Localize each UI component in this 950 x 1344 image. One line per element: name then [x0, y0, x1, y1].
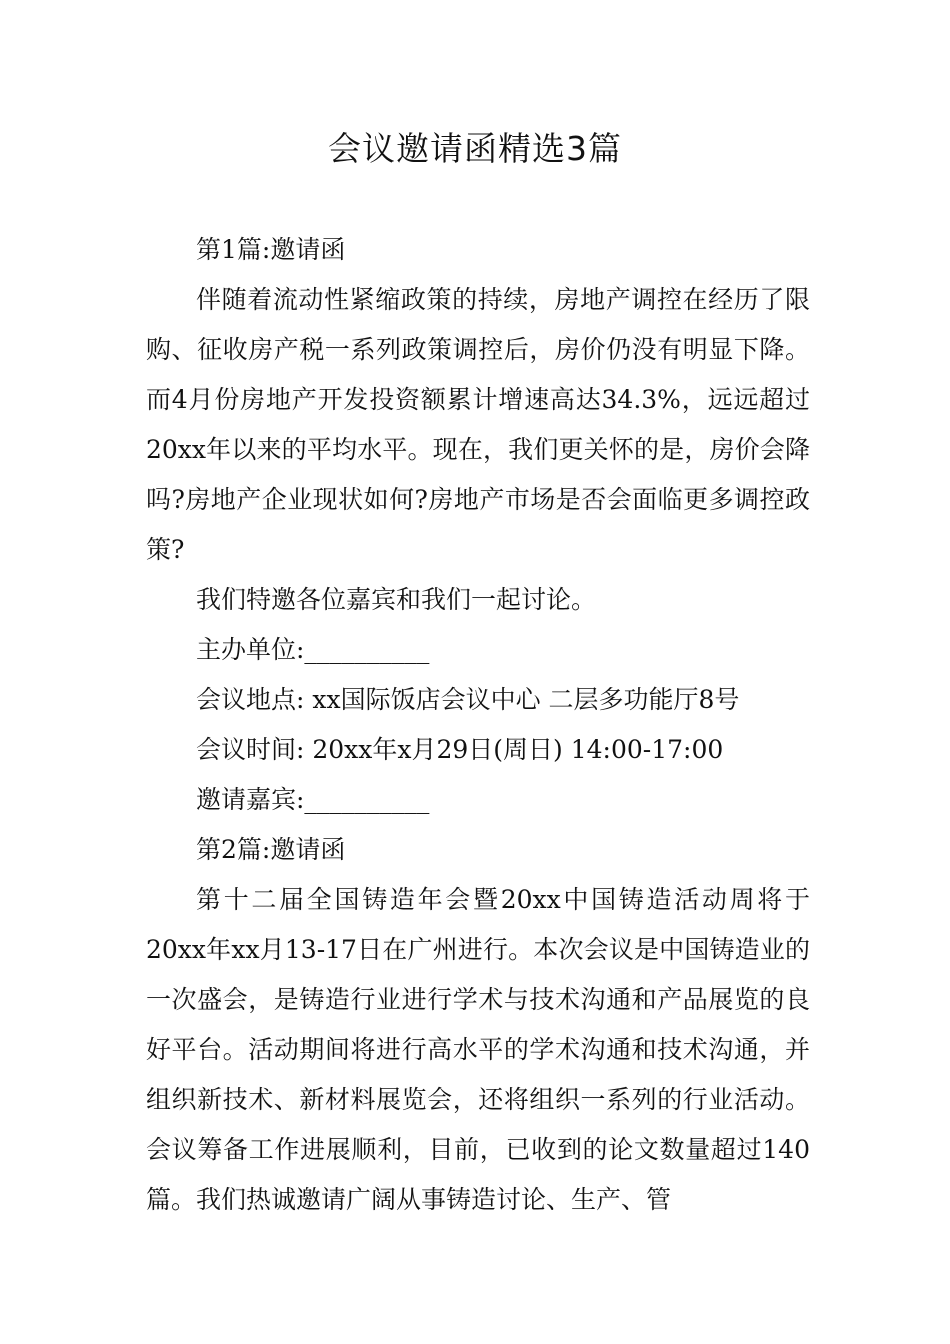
- section-heading-2: 第2篇:邀请函: [196, 835, 346, 864]
- paragraph: 我们特邀各位嘉宾和我们一起讨论。: [196, 585, 597, 614]
- venue-line: 会议地点: xx国际饭店会议中心 二层多功能厅8号: [196, 685, 740, 714]
- paragraph: 第十二届全国铸造年会暨20xx中国铸造活动周将于20xx年xx月13-17日在广州进行。本次会议是中国铸造业的一次盛会，是铸造行业进行学术与技术沟通和产品展览的良好平台。活动期间将进行高水平的学术沟通和技术沟通，并组织新技术、新材料展览会，还将组织一系列的行业活动。会议筹备工作进展顺利，目前，已收到的论文数量超过140篇。我们热诚邀请广阔从事铸造讨论、生产、管: [146, 885, 810, 1214]
- document-title: 会议邀请函精选3篇: [328, 129, 622, 168]
- organizer-line: 主办单位:__________: [196, 635, 430, 664]
- section-heading-1: 第1篇:邀请函: [196, 235, 346, 264]
- paragraph: 伴随着流动性紧缩政策的持续，房地产调控在经历了限购、征收房产税一系列政策调控后，房价仍没有明显下降。而4月份房地产开发投资额累计增速高达34.3%，远远超过20xx年以来的平均水平。现在，我们更关怀的是，房价会降吗?房地产企业现状如何?房地产市场是否会面临更多调控政策?: [146, 285, 810, 564]
- document-body: [146, 225, 810, 1225]
- time-line: 会议时间: 20xx年x月29日(周日) 14:00-17:00: [196, 735, 724, 764]
- guests-line: 邀请嘉宾:__________: [196, 785, 430, 814]
